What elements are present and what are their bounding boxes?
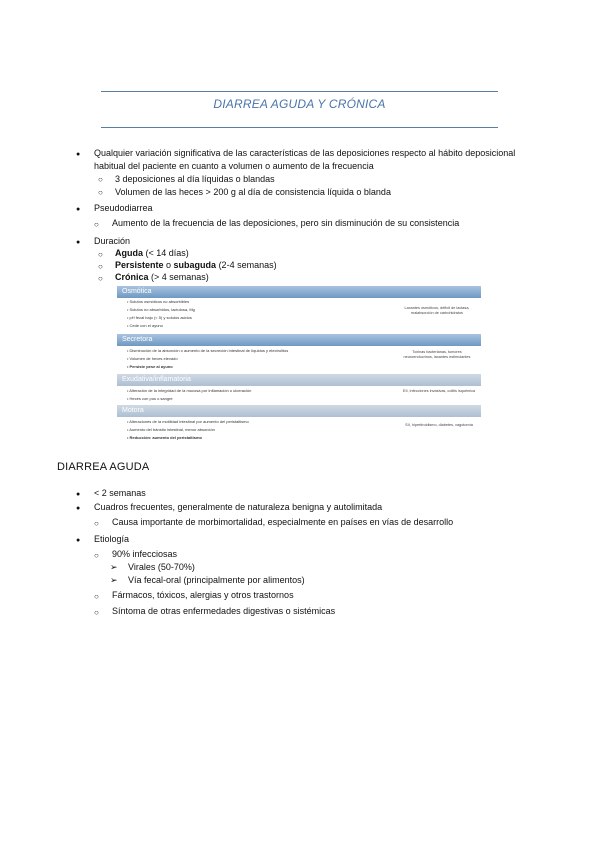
bullet-ring: ○ bbox=[94, 519, 99, 528]
duracion-aguda bbox=[115, 248, 189, 259]
bullet-ring: ○ bbox=[94, 551, 99, 560]
bullet-ring: ○ bbox=[98, 274, 103, 283]
bullet-dot: ● bbox=[76, 206, 81, 213]
bullet-ring: ○ bbox=[98, 262, 103, 271]
duracion-cronica bbox=[115, 272, 209, 283]
aguda-description-sub: Causa importante de morbimortalidad, especialmente en países en vías de desarrollo bbox=[112, 517, 454, 527]
osmotic-line: • Cede con el ayuno bbox=[127, 323, 163, 328]
band-motor: Motora bbox=[117, 405, 481, 417]
cell-motor bbox=[117, 417, 481, 443]
band-osmotic: Osmótica bbox=[117, 286, 481, 298]
definition-sub-2: Volumen de las heces > 200 g al día de consistencia líquida o blanda bbox=[115, 187, 391, 197]
bullet-ring: ○ bbox=[98, 250, 103, 259]
bullet-ring: ○ bbox=[94, 608, 99, 617]
duracion-label: Duración bbox=[94, 236, 131, 246]
cronica-term: Crónica bbox=[115, 272, 149, 282]
osmotic-examples: Laxantes osmóticos, déficit de lactasa, malabsorción de carbohidratos bbox=[404, 306, 470, 315]
bullet-ring: ○ bbox=[94, 592, 99, 601]
definition-line-1: Qualquier variación significativa de las características de las deposiciones respecto al hábito deposicional bbox=[94, 148, 516, 158]
etiologia-farmacos: Fármacos, tóxicos, alergias y otros trastornos bbox=[112, 590, 294, 600]
aguda-description: Cuadros frecuentes, generalmente de naturaleza benigna y autolimitada bbox=[94, 502, 383, 512]
bullet-dot: ● bbox=[76, 491, 81, 498]
bullet-dot: ● bbox=[76, 151, 81, 158]
motor-line: • Reducción: aumento del peristaltismo bbox=[127, 435, 202, 440]
aguda-term: Aguda bbox=[115, 248, 143, 258]
bullet-dot: ● bbox=[76, 505, 81, 512]
secretory-line: • Persiste pese al ayuno bbox=[127, 364, 173, 369]
definition-sub-1: 3 deposiciones al día líquidas o blandas bbox=[115, 174, 275, 184]
motor-line: • Aumento del tránsito intestinal, menor absorción bbox=[127, 427, 215, 432]
bullet-ring: ○ bbox=[94, 220, 99, 229]
etiologia-fecal-oral: Vía fecal-oral (principalmente por alimentos) bbox=[128, 575, 305, 585]
bullet-arrow: ➢ bbox=[110, 575, 118, 585]
duracion-persistente bbox=[115, 260, 277, 271]
cell-osmotic bbox=[117, 298, 481, 334]
motor-line: • Alteraciones de la motilidad intestinal por aumento del peristaltismo bbox=[127, 419, 249, 424]
bullet-ring: ○ bbox=[98, 175, 103, 184]
etiologia-infecciosas: 90% infecciosas bbox=[112, 549, 178, 559]
bullet-dot: ● bbox=[76, 537, 81, 544]
inflammatory-examples: EII, infecciones invasivas, colitis isquémica bbox=[402, 389, 476, 393]
inflammatory-line: • Alteración de la integridad de la mucosa por inflamación o ulceración bbox=[127, 388, 252, 393]
persistente-conj: o bbox=[163, 260, 174, 270]
motor-examples: SII, hipertiroidismo, diabetes, vagotomía bbox=[405, 423, 473, 427]
secretory-examples: Toxinas bacterianas, tumores neuroendocrinos, laxantes estimulantes bbox=[403, 350, 471, 359]
etiologia-virales: Virales (50-70%) bbox=[128, 562, 195, 572]
osmotic-line: • Solutos no absorbidos, lactulosa, Mg bbox=[127, 307, 195, 312]
etiologia-label: Etiología bbox=[94, 534, 130, 544]
osmotic-line: • Solutos osmóticos no absorbibles bbox=[127, 299, 190, 304]
cell-inflammatory bbox=[117, 386, 481, 405]
title-rule-bottom bbox=[101, 127, 498, 128]
band-inflammatory: Exudativa/inflamatoria bbox=[117, 374, 481, 386]
persistente-term: Persistente bbox=[115, 260, 164, 270]
aguda-duration: < 2 semanas bbox=[94, 488, 146, 498]
title-rule-top bbox=[101, 91, 498, 92]
osmotic-line: • pH fecal bajo (< 5) y solutos acidos bbox=[127, 315, 192, 320]
bullet-ring: ○ bbox=[98, 188, 103, 197]
aguda-range: (< 14 días) bbox=[143, 248, 189, 258]
inflammatory-line: • Heces con pus o sangre bbox=[127, 396, 173, 401]
secretory-line: • Volumen de heces elevado bbox=[127, 356, 178, 361]
section-heading-aguda: DIARREA AGUDA bbox=[57, 461, 150, 473]
etiologia-sintoma: Síntoma de otras enfermedades digestivas o sistémicas bbox=[112, 606, 336, 616]
secretory-line: • Disminución de la absorción o aumento de la secreción intestinal de líquidos y electrolitos bbox=[127, 348, 289, 353]
subaguda-term: subaguda bbox=[173, 260, 217, 270]
cronica-range: (> 4 semanas) bbox=[148, 272, 209, 282]
pseudodiarrea-label: Pseudodiarrea bbox=[94, 203, 153, 213]
band-secretory: Secretora bbox=[117, 334, 481, 346]
persistente-range: (2-4 semanas) bbox=[216, 260, 277, 270]
definition-line-2: habitual del paciente en cuanto a volumen o aumento de la frecuencia bbox=[94, 161, 374, 171]
page-title: DIARREA AGUDA Y CRÓNICA bbox=[213, 97, 386, 111]
cell-secretory bbox=[117, 346, 481, 373]
bullet-arrow: ➢ bbox=[110, 562, 118, 572]
pseudodiarrea-sub: Aumento de la frecuencia de las deposiciones, pero sin disminución de su consistencia bbox=[112, 218, 460, 228]
bullet-dot: ● bbox=[76, 239, 81, 246]
